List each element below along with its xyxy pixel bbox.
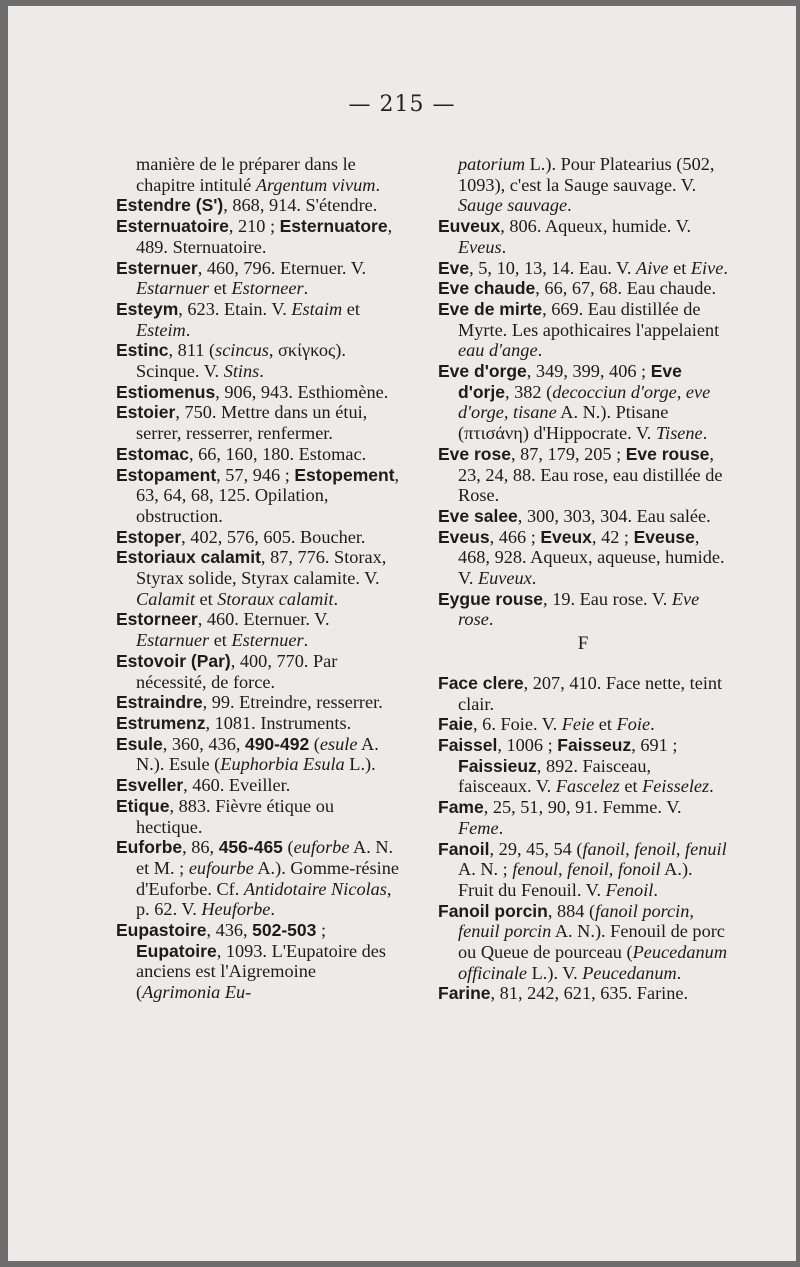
italic-text: Feie <box>561 714 595 735</box>
headword: Estendre (S') <box>116 195 224 216</box>
entry-text: , 86, <box>182 837 219 858</box>
glossary-entry <box>116 299 404 340</box>
entry-text: , 29, 45, 54 ( <box>489 838 583 859</box>
entry-text: et <box>209 630 232 651</box>
entry-text: , 489. Sternuatoire. <box>136 216 393 257</box>
entry-text: , 691 ; <box>631 734 678 755</box>
entry-text: , 5, 10, 13, 14. Eau. V. <box>469 257 637 278</box>
glossary-entry <box>438 797 728 838</box>
headword: Estoriaux calamit <box>116 547 261 568</box>
entry-text: . <box>333 588 339 609</box>
entry-text: , 883. Fièvre étique ou hectique. <box>136 795 334 837</box>
entry-text: , 300, 303, 304. Eau salée. <box>517 505 711 526</box>
entry-text: A. N.). Esule ( <box>136 733 379 775</box>
headword: Eve d'orje <box>458 361 682 402</box>
headword: Esule <box>116 733 163 754</box>
bold-reference: 490-492 <box>244 733 310 754</box>
entry-text: , 460. Eveiller. <box>183 775 291 796</box>
italic-text: Estaim <box>291 298 343 319</box>
entry-text: , 207, 410. Face nette, teint clair. <box>458 672 723 714</box>
entry-text: A. N. et M. ; <box>136 837 394 878</box>
italic-text: Estarnuer <box>136 278 210 299</box>
headword: Eve rouse <box>625 443 710 464</box>
entry-text: , 402, 576, 605. Boucher. <box>181 526 366 547</box>
headword: Eve rose <box>438 443 511 464</box>
entry-text: . <box>702 423 708 444</box>
glossary-entry <box>116 195 404 216</box>
headword: Estraindre <box>116 692 203 713</box>
entry-text: . <box>498 817 504 838</box>
entry-text: . <box>709 776 714 797</box>
italic-text: Calamit <box>136 588 195 609</box>
entry-text: , 884 ( <box>547 900 596 921</box>
italic-text: eufourbe <box>188 857 254 878</box>
entry-text: . <box>531 568 537 589</box>
entry-text: , 892. Faisceau, faisceaux. V. <box>458 755 652 797</box>
entry-text: . <box>488 609 494 630</box>
headword: Esternuatoire <box>116 216 229 237</box>
italic-text: Feisselez <box>642 776 710 797</box>
entry-text: , 811 ( <box>168 340 216 361</box>
glossary-entry <box>116 402 404 443</box>
headword: Estrumenz <box>116 712 206 733</box>
entry-text: A. N.). Fenouil de porc ou Queue de pourceau ( <box>458 921 725 963</box>
headword: Eve salee <box>438 505 518 526</box>
entry-text: , 210 ; <box>228 216 280 237</box>
entry-text: , 1093. L'Eupatoire des anciens est l'Aigremoine ( <box>136 940 387 1003</box>
entry-text: et <box>209 278 232 299</box>
glossary-entry <box>438 589 728 630</box>
headword: Fame <box>438 797 484 818</box>
entry-text: A.). Gomme-résine d'Euforbe. Cf. <box>136 857 399 899</box>
headword: Estorneer <box>116 609 198 630</box>
entry-text: A.). Fruit du Fenouil. V. <box>458 859 693 900</box>
glossary-entry <box>116 796 404 837</box>
italic-text: Fascelez <box>555 776 620 797</box>
headword: Esternuer <box>116 257 198 278</box>
italic-text: Esteim <box>136 319 186 340</box>
headword: Estomac <box>116 443 189 464</box>
entry-text: . <box>270 899 275 920</box>
glossary-entry <box>438 506 728 527</box>
glossary-entry <box>116 734 404 775</box>
italic-text: Argentum vivum <box>255 174 376 195</box>
entry-text: , 25, 51, 90, 91. Femme. V. <box>483 797 682 818</box>
headword: Esveller <box>116 775 184 796</box>
entry-text: , 623. Etain. V. <box>178 298 292 319</box>
headword: Estoier <box>116 402 176 423</box>
headword: Estiomenus <box>116 381 216 402</box>
italic-text: Eve rose <box>458 588 700 630</box>
entry-continuation <box>438 154 728 216</box>
entry-text: , 1006 ; <box>497 734 558 755</box>
entry-text: , 750. Mettre dans un étui, serrer, resserrer, renfermer. <box>136 402 368 444</box>
entry-text: , 868, 914. S'étendre. <box>223 195 378 216</box>
entry-text: , 349, 399, 406 ; <box>526 361 651 382</box>
headword: Eve de mirte <box>438 298 543 319</box>
italic-text: Aive <box>636 257 669 278</box>
glossary-entry <box>438 444 728 506</box>
entry-text: , 669. Eau distillée de Myrte. Les apothicaires l'appelaient <box>458 298 720 340</box>
glossary-entry <box>438 673 728 714</box>
italic-text: Euveux <box>478 568 532 589</box>
entry-text: L.). Pour Platearius (502, 1093), c'est la Sauge sauvage. V. <box>458 154 715 195</box>
italic-text: Foie <box>616 714 651 735</box>
left-column <box>116 154 404 1003</box>
italic-text: Antidotaire Nicolas <box>243 878 387 899</box>
italic-text: Peucedanum <box>582 962 677 983</box>
entry-text: , 466 ; <box>489 526 541 547</box>
entry-text: , 19. Eau rose. V. <box>543 588 672 609</box>
glossary-entry <box>438 216 728 257</box>
glossary-entry <box>116 920 404 1003</box>
glossary-entry <box>116 216 404 257</box>
entry-text: , 81, 242, 621, 635. Farine. <box>490 983 689 1004</box>
right-column <box>438 154 728 1004</box>
entry-text: , 1081. Instruments. <box>205 712 352 733</box>
headword: Face clere <box>438 672 524 693</box>
headword: Eupastoire <box>116 920 207 941</box>
entry-text: . <box>303 278 309 299</box>
entry-text: , 460, 796. Eternuer. V. <box>197 257 367 278</box>
italic-text: Feme <box>458 817 499 838</box>
headword: Esteym <box>116 298 179 319</box>
italic-text: fanoil porcin, fenuil porcin <box>458 900 694 942</box>
headword: Estovoir (Par) <box>116 650 231 671</box>
entry-text: , p. 62. V. <box>136 878 392 920</box>
entry-text: ( <box>309 733 320 754</box>
glossary-entry <box>438 983 728 1004</box>
headword: Fanoil porcin <box>438 900 548 921</box>
italic-text: Eveus <box>458 236 502 257</box>
italic-text: fenoul, fenoil, fonoil <box>512 859 661 880</box>
entry-text: et <box>668 257 691 278</box>
glossary-entry <box>116 527 404 548</box>
italic-text: fanoil, fenoil, fenuil <box>582 838 727 859</box>
entry-text: et <box>619 776 643 797</box>
entry-text: , 460. Eternuer. V. <box>197 609 330 630</box>
entry-text: et <box>194 588 218 609</box>
glossary-entry <box>438 901 728 984</box>
entry-text: . <box>723 257 728 278</box>
headword: Euforbe <box>116 837 183 858</box>
entry-continuation <box>116 154 404 195</box>
italic-text: Storaux calamit <box>217 588 334 609</box>
entry-text: , 63, 64, 68, 125. Opilation, obstruction. <box>136 464 400 526</box>
entry-text: , 87, 776. Storax, Styrax solide, Styrax calamite. V. <box>136 547 387 589</box>
entry-text: . <box>567 195 572 216</box>
glossary-entry <box>116 258 404 299</box>
glossary-entry <box>438 258 728 279</box>
headword: Farine <box>438 983 491 1004</box>
entry-text: . <box>259 361 264 382</box>
glossary-entry <box>116 465 404 527</box>
section-letter: F <box>577 633 589 655</box>
entry-text: , 400, 770. Par nécessité, de force. <box>136 650 338 692</box>
headword: Eve <box>438 257 470 278</box>
glossary-entry <box>116 837 404 920</box>
italic-text: Estarnuer <box>136 630 210 651</box>
entry-text: , 382 ( <box>504 381 553 402</box>
entry-text: A. N.). Ptisane (πτισάνη) d'Hippocrate. V. <box>458 402 669 444</box>
entry-text: . <box>537 340 543 361</box>
glossary-entry <box>438 839 728 901</box>
entry-text: , 87, 179, 205 ; <box>510 443 626 464</box>
italic-text: Fenoil <box>605 879 654 900</box>
glossary-entry <box>438 527 728 589</box>
italic-text: Agrimonia Eu- <box>142 982 252 1003</box>
headword: Esternuatore <box>279 216 388 237</box>
book-page <box>8 6 796 1261</box>
entry-text: et <box>594 714 617 735</box>
headword: Fanoil <box>438 838 490 859</box>
entry-text: L.). V. <box>527 962 583 983</box>
entry-text: . <box>501 236 507 257</box>
italic-text: euforbe <box>293 837 350 858</box>
glossary-entry <box>438 714 728 735</box>
headword: Estopament <box>116 464 217 485</box>
headword: Estopement <box>294 464 395 485</box>
entry-text: , 42 ; <box>591 526 634 547</box>
entry-text: , 360, 436, <box>162 733 245 754</box>
page-number: — 215 — <box>348 92 456 117</box>
italic-text: Estorneer <box>231 278 304 299</box>
italic-text: scincus <box>215 340 269 361</box>
glossary-entry <box>116 775 404 796</box>
entry-text: A. N. ; <box>458 859 513 880</box>
entry-text: , 468, 928. Aqueux, aqueuse, humide. V. <box>458 526 725 589</box>
headword: Eve chaude <box>438 278 536 299</box>
glossary-entry <box>116 444 404 465</box>
headword: Faisseuz <box>557 734 632 755</box>
glossary-entry <box>438 299 728 361</box>
bold-reference: 456-465 <box>218 837 283 858</box>
entry-text: , 906, 943. Esthiomène. <box>215 381 389 402</box>
headword: Eveus <box>438 526 490 547</box>
entry-text: manière de le préparer dans le chapitre intitulé <box>136 154 356 195</box>
entry-text: . <box>185 319 191 340</box>
italic-text: Stins <box>223 361 260 382</box>
headword: Faie <box>438 714 474 735</box>
headword: Euveux <box>438 216 501 237</box>
headword: Faissel <box>438 734 498 755</box>
italic-text: eau d'ange <box>458 340 538 361</box>
italic-text: patorium <box>458 154 526 174</box>
glossary-entry <box>116 692 404 713</box>
entry-text: ( <box>282 837 294 858</box>
headword: Eupatoire <box>136 940 217 961</box>
entry-text: , 806. Aqueux, humide. V. <box>500 216 692 237</box>
entry-text: ; <box>316 920 327 941</box>
entry-text: . <box>650 714 655 735</box>
entry-text: , 66, 160, 180. Estomac. <box>188 443 367 464</box>
headword: Faissieuz <box>458 755 537 776</box>
entry-text: . <box>375 174 381 195</box>
glossary-entry <box>116 609 404 650</box>
italic-text: Tisene <box>655 423 703 444</box>
italic-text: Peucedanum officinale <box>458 942 728 983</box>
entry-text: , σκίγκος). Scinque. V. <box>136 340 346 382</box>
headword: Eygue rouse <box>438 588 544 609</box>
entry-text: . <box>676 962 682 983</box>
entry-text: , 57, 946 ; <box>216 464 295 485</box>
entry-text: et <box>342 298 360 319</box>
italic-text: Heuforbe <box>201 899 271 920</box>
italic-text: Euphorbia Esula <box>220 754 345 775</box>
glossary-entry <box>116 651 404 692</box>
headword: Eveuse <box>633 526 695 547</box>
glossary-entry <box>116 713 404 734</box>
entry-text: , 436, <box>206 920 253 941</box>
italic-text: decocciun d'orge, eve d'orge, tisane <box>458 381 711 423</box>
glossary-entry <box>438 278 728 299</box>
bold-reference: 502-503 <box>252 920 317 941</box>
entry-text: . <box>653 879 658 900</box>
entry-text: , 23, 24, 88. Eau rose, eau distillée de Rose. <box>458 443 723 506</box>
glossary-entry <box>116 382 404 403</box>
entry-text: L.). <box>344 754 376 775</box>
italic-text: Sauge sauvage <box>458 195 568 216</box>
glossary-entry <box>438 361 728 444</box>
headword: Estoper <box>116 526 182 547</box>
italic-text: esule <box>319 733 358 754</box>
italic-text: Esternuer <box>231 630 304 651</box>
headword: Estinc <box>116 340 169 361</box>
entry-text: , 6. Foie. V. <box>473 714 562 735</box>
glossary-entry <box>438 735 728 797</box>
glossary-entry <box>116 340 404 381</box>
italic-text: Eive <box>690 257 724 278</box>
entry-text: , 66, 67, 68. Eau chaude. <box>535 278 717 299</box>
headword: Eve d'orge <box>438 361 527 382</box>
headword: Eveux <box>540 526 592 547</box>
entry-text: , 99. Etreindre, resserrer. <box>202 692 383 713</box>
entry-text: . <box>303 630 309 651</box>
headword: Etique <box>116 795 170 816</box>
glossary-entry <box>116 547 404 609</box>
